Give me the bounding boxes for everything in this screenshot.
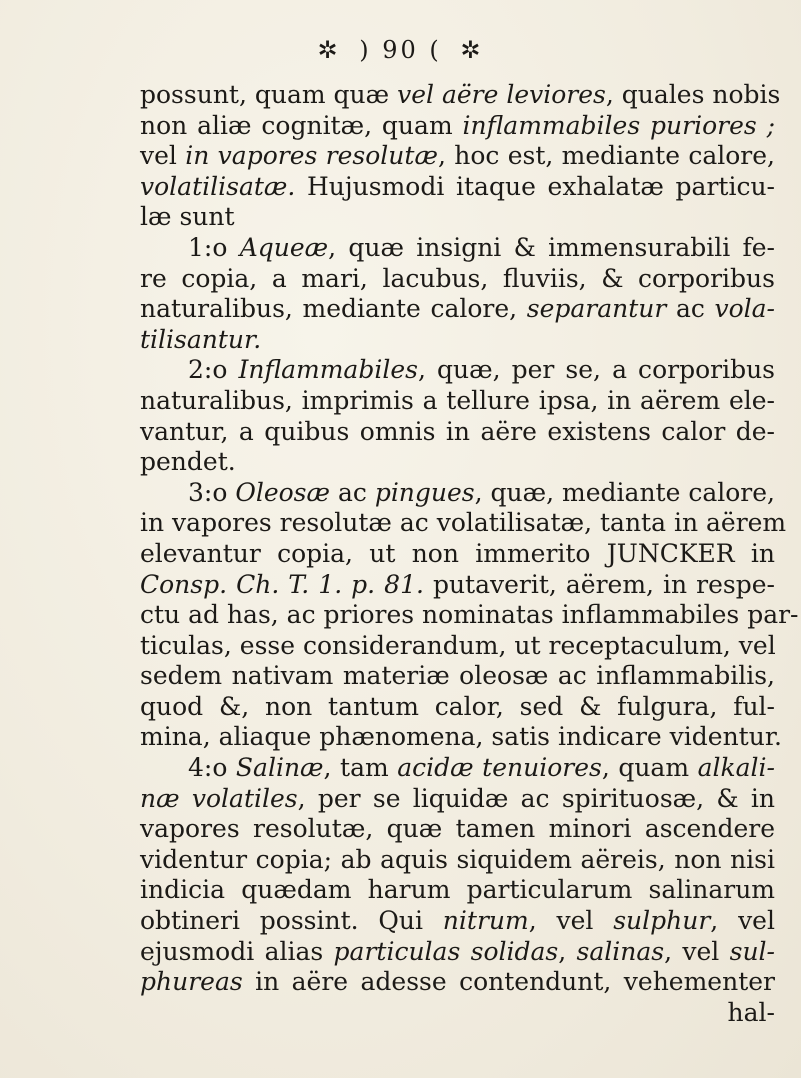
text-line [140,202,775,233]
text-line [140,386,775,417]
text-segment: mina, aliaque phænomena, satis indicare videntur. [140,722,782,752]
text-segment: vapores resolutæ, quæ tamen minori ascendere [140,814,775,844]
italic-text: inflammabiles puriores ; [462,110,776,140]
italic-text: Salinæ [235,753,324,783]
italic-text: nitrum [442,906,529,936]
text-segment: elevantur copia, ut non immerito JUNCKER in [140,538,775,568]
text-segment: ticulas, esse considerandum, ut receptaculum, vel [140,630,776,660]
text-segment: 2:o [188,355,239,385]
text-line [140,722,782,753]
text-segment: ac [330,477,375,507]
italic-text: volatilisatæ. [140,171,296,201]
text-line [140,875,775,906]
text-segment: re copia, a mari, lacubus, fluviis, & corporibus [140,263,775,293]
right-ornament: ✲ [460,36,484,64]
italic-text: tilisantur. [140,324,262,354]
running-header [0,36,801,64]
text-segment: , quæ insigni & immensurabili fe- [328,232,776,262]
text-line [140,661,775,692]
italic-text: næ volatiles [140,783,298,813]
text-line [140,325,775,356]
text-segment: , quæ, mediante calore, [474,477,775,507]
text-line [140,141,775,172]
italic-text: Inflammabiles [238,355,418,385]
text-line [140,172,775,203]
text-line [140,233,775,264]
text-segment: naturalibus, imprimis a tellure ipsa, in aërem ele- [140,385,775,415]
text-segment: naturalibus, mediante calore, [140,294,527,324]
italic-text: Oleosæ [235,477,330,507]
italic-text: separantur [526,294,667,324]
text-line [140,294,775,325]
text-segment: vantur, a quibus omnis in aëre existens calor de- [140,416,775,446]
text-segment: 4:o [188,753,236,783]
text-segment: , vel [710,906,775,936]
text-line [140,845,775,876]
text-segment: 3:o [188,477,236,507]
text-line [140,570,775,601]
italic-text: Aqueæ [239,232,329,262]
text-line [140,937,775,968]
text-line [140,355,775,386]
italic-text: acidæ tenuiores [397,753,602,783]
text-line [140,600,799,631]
text-segment: quod &, non tantum calor, sed & fulgura, ful- [140,691,775,721]
italic-text: sulphur [613,906,711,936]
text-segment: ac [666,294,715,324]
text-line [140,539,775,570]
text-line [140,753,775,784]
text-segment: , vel [528,906,614,936]
text-line [140,80,781,111]
text-segment: in aëre adesse contendunt, vehementer [242,967,775,997]
text-line [140,508,787,539]
text-segment: possunt, quam quæ [140,80,398,109]
text-line [140,111,775,142]
italic-text: salinas [576,936,665,966]
text-segment: læ sunt [140,202,235,232]
text-line [140,967,775,998]
text-segment: pendet. [140,447,236,477]
text-segment: vel [140,141,186,171]
text-segment: , vel [664,936,730,966]
italic-text: phureas [140,967,243,997]
text-line [140,447,775,478]
italic-text: vola- [714,294,775,324]
body-text [140,80,799,1028]
text-line [140,814,775,845]
text-segment: , quales nobis [605,80,781,109]
italic-text: Consp. Ch. T. 1. p. 81. [140,569,424,599]
text-line [140,906,775,937]
italic-text: pingues [374,477,475,507]
text-segment: non aliæ cognitæ, quam [140,110,463,140]
text-segment: in vapores resolutæ ac volatilisatæ, tanta in aërem [140,508,787,538]
text-segment: , [558,936,577,966]
text-segment: hal- [727,997,775,1027]
italic-text: vel aëre leviores [397,80,606,109]
text-segment: indicia quædam harum particularum salinarum [140,875,775,905]
text-segment: Hujusmodi itaque exhalatæ particu- [295,171,775,201]
text-line [140,417,775,448]
text-line [140,264,775,295]
text-line [140,692,775,723]
text-segment: 1:o [188,232,240,262]
text-segment: , per se liquidæ ac spirituosæ, & in [297,783,775,813]
text-line [140,478,775,509]
italic-text: alkali- [697,753,775,783]
text-segment: , quam [601,753,698,783]
text-segment: ejusmodi alias [140,936,334,966]
text-segment: videntur copia; ab aquis siquidem aëreis, non nisi [140,844,775,874]
left-ornament: ✲ [317,36,341,64]
text-segment: , quæ, per se, a corporibus [417,355,776,385]
text-segment: , hoc est, mediante calore, [437,141,775,171]
italic-text: particulas solidas [333,936,559,966]
text-segment: sedem nativam materiæ oleosæ ac inflammabilis, [140,661,775,691]
text-segment: obtineri possint. Qui [140,906,443,936]
text-line [140,784,775,815]
italic-text: in vapores resolutæ [185,141,438,171]
text-segment: ctu ad has, ac priores nominatas inflammabiles par- [140,600,799,630]
italic-text: sul- [729,936,775,966]
text-segment: , tam [323,753,398,783]
page-number: ) 90 ( [359,36,442,64]
text-segment: putaverit, aërem, in respe- [423,569,775,599]
catchword [140,998,775,1029]
text-line [140,631,775,662]
